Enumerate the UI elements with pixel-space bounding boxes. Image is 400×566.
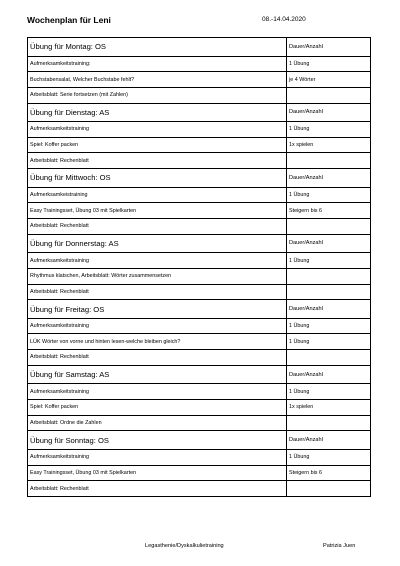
task-cell: Aufmerksamkeitstraining — [28, 384, 287, 400]
task-row — [28, 384, 371, 400]
day-header-row — [28, 234, 371, 253]
amount-cell: 1 Übung — [287, 122, 371, 138]
amount-cell — [287, 87, 371, 103]
task-row — [28, 56, 371, 72]
task-row — [28, 87, 371, 103]
task-row — [28, 72, 371, 88]
task-row — [28, 350, 371, 366]
amount-cell: 1 Übung — [287, 187, 371, 203]
amount-cell — [287, 284, 371, 300]
footer-author: Patrizia Juen — [323, 543, 356, 549]
task-cell: Arbeitsblatt: Ordne die Zahlen — [28, 415, 287, 431]
amount-header-cell: Dauer/Anzahl — [287, 169, 371, 188]
task-cell: Aufmerksamkeitstraining — [28, 449, 287, 465]
amount-header-cell: Dauer/Anzahl — [287, 300, 371, 319]
amount-cell: 1 Übung — [287, 56, 371, 72]
task-cell: Arbeitsblatt: Rechenblatt — [28, 153, 287, 169]
day-title-cell: Übung für Donnerstag: AS — [28, 234, 287, 253]
task-cell: Aufmerksamkeitstraining — [28, 253, 287, 269]
amount-cell: 1 Übung — [287, 449, 371, 465]
task-cell: Arbeitsblatt: Serie fortsetzen (mit Zahlen) — [28, 87, 287, 103]
page-title: Wochenplan für Leni — [27, 15, 111, 25]
date-range: 08.-14.04.2020 — [262, 16, 306, 23]
task-cell: Aufmerksamkeitstraining — [28, 122, 287, 138]
amount-cell — [287, 153, 371, 169]
day-header-row — [28, 38, 371, 57]
day-header-row — [28, 103, 371, 122]
amount-cell — [287, 481, 371, 497]
amount-cell: Steigern bis 6 — [287, 203, 371, 219]
day-title-cell: Übung für Dienstag: AS — [28, 103, 287, 122]
task-row — [28, 187, 371, 203]
task-cell: Easy Trainingsset, Übung 03 mit Spielkarten — [28, 465, 287, 481]
amount-cell: je 4 Wörter — [287, 72, 371, 88]
task-row — [28, 334, 371, 350]
day-title-cell: Übung für Freitag: OS — [28, 300, 287, 319]
amount-header-cell: Dauer/Anzahl — [287, 38, 371, 57]
day-header-row — [28, 300, 371, 319]
amount-cell: 1 Übung — [287, 334, 371, 350]
day-title-cell: Übung für Sonntag: OS — [28, 431, 287, 450]
day-title-cell: Übung für Samstag: AS — [28, 365, 287, 384]
task-row — [28, 137, 371, 153]
task-row — [28, 153, 371, 169]
task-cell: Buchstabensalat, Welcher Buchstabe fehlt? — [28, 72, 287, 88]
task-cell: Arbeitsblatt: Rechenblatt — [28, 284, 287, 300]
task-cell: Aufmerksamkeitstraining: — [28, 56, 287, 72]
task-cell: Rhythmus klatschen, Arbeitsblatt: Wörter zusammensetzen — [28, 268, 287, 284]
task-cell: Spiel: Koffer packen — [28, 400, 287, 416]
task-row — [28, 415, 371, 431]
task-row — [28, 122, 371, 138]
task-row — [28, 203, 371, 219]
task-cell: Aufmerksamkeistraining — [28, 187, 287, 203]
task-cell: Spiel: Koffer packen — [28, 137, 287, 153]
task-cell: Arbeitsblatt: Rechenblatt — [28, 350, 287, 366]
amount-cell: 1x spielen — [287, 137, 371, 153]
task-row — [28, 219, 371, 235]
amount-cell — [287, 415, 371, 431]
task-cell: Arbeitsblatt: Rechenblatt — [28, 219, 287, 235]
task-cell: Arbeitsblatt: Rechenblatt — [28, 481, 287, 497]
amount-header-cell: Dauer/Anzahl — [287, 365, 371, 384]
day-header-row — [28, 431, 371, 450]
amount-cell — [287, 268, 371, 284]
day-title-cell: Übung für Montag: OS — [28, 38, 287, 57]
amount-cell: 1 Übung — [287, 253, 371, 269]
amount-cell — [287, 219, 371, 235]
weekly-plan-table — [27, 37, 371, 497]
day-header-row — [28, 365, 371, 384]
footer-program: Legasthenie/Dyskalkulietraining — [145, 543, 224, 549]
task-row — [28, 253, 371, 269]
amount-header-cell: Dauer/Anzahl — [287, 103, 371, 122]
day-header-row — [28, 169, 371, 188]
task-cell: LÜK Wörter von vorne und hinten lesen-welche bleiben gleich? — [28, 334, 287, 350]
task-row — [28, 400, 371, 416]
task-cell: Easy Trainingsset, Übung 03 mit Spielkarten — [28, 203, 287, 219]
task-row — [28, 268, 371, 284]
task-row — [28, 465, 371, 481]
task-row — [28, 284, 371, 300]
amount-header-cell: Dauer/Anzahl — [287, 234, 371, 253]
task-row — [28, 481, 371, 497]
day-title-cell: Übung für Mittwoch: OS — [28, 169, 287, 188]
amount-cell — [287, 350, 371, 366]
task-cell: Aufmerksamkeitstraining — [28, 318, 287, 334]
amount-cell: 1 Übung — [287, 384, 371, 400]
amount-cell: Steigern bis 6 — [287, 465, 371, 481]
amount-cell: 1 Übung — [287, 318, 371, 334]
amount-cell: 1x spielen — [287, 400, 371, 416]
task-row — [28, 318, 371, 334]
task-row — [28, 449, 371, 465]
amount-header-cell: Dauer/Anzahl — [287, 431, 371, 450]
